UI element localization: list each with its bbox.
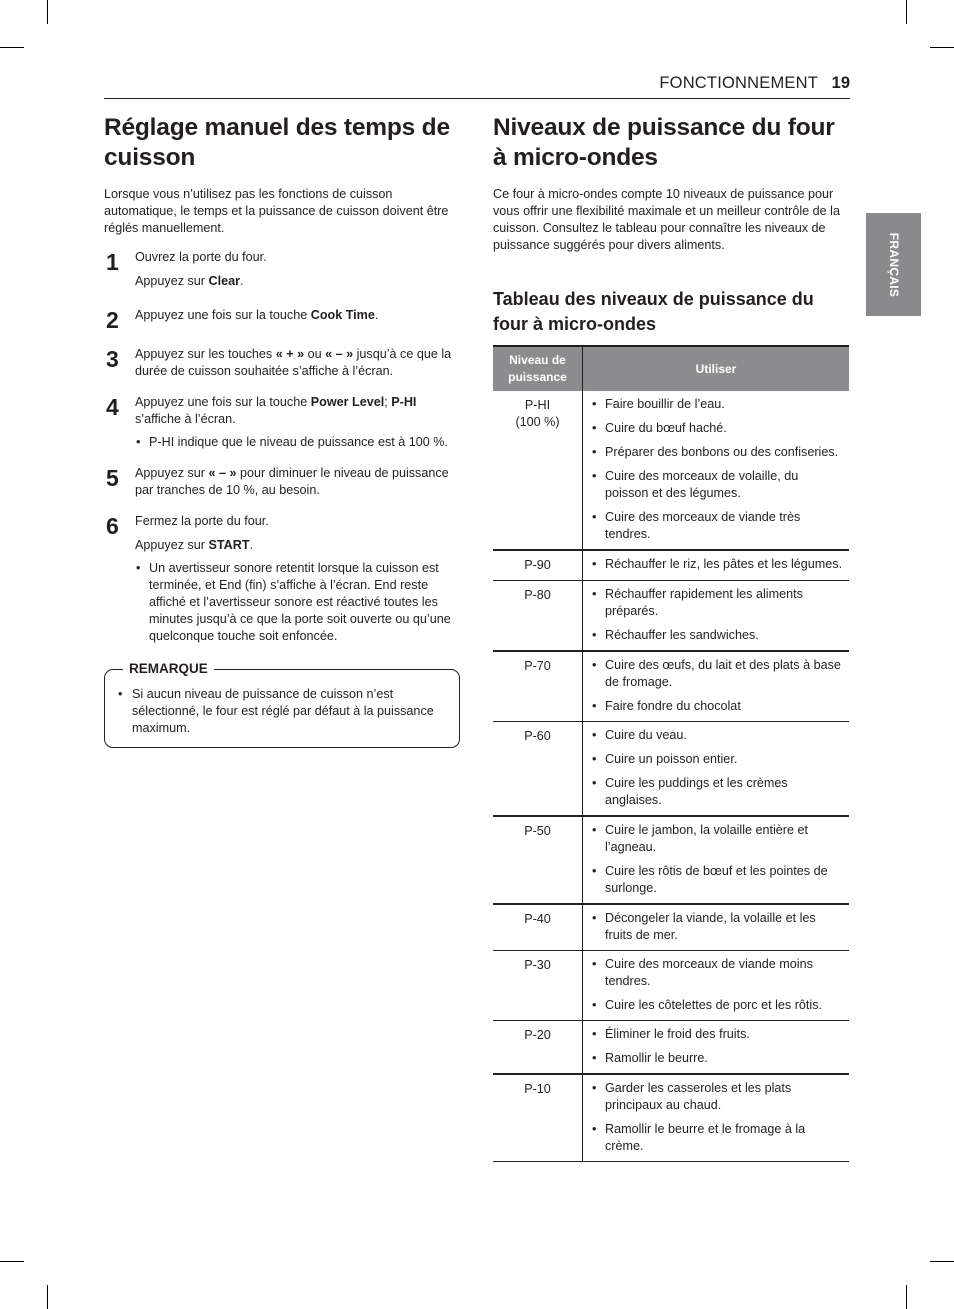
power-level: P-80 [524,588,551,602]
power-level-cell [493,951,583,1021]
power-level: P-30 [524,958,551,972]
section-title: FONCTIONNEMENT [659,74,818,92]
use-item: • Cuire des morceaux de volaille, du poisson et des légumes. [591,468,845,502]
uses-cell [583,1021,850,1075]
step-3 [104,346,460,380]
power-level: P-20 [524,1028,551,1042]
step-bullet: • P-HI indique que le niveau de puissance est à 100 %. [135,434,460,451]
power-level-cell [493,816,583,904]
power-level-table [493,345,849,1162]
crop-mark [906,1285,907,1309]
power-level-cell [493,550,583,581]
uses-cell [583,550,850,581]
power-percent: (100 %) [515,415,560,429]
step-4 [104,394,460,451]
step-5 [104,465,460,499]
power-level: P-40 [524,912,551,926]
step-number: 1 [106,249,119,275]
use-item: • Préparer des bonbons ou des confiseries. [591,444,845,461]
power-level: P-HI [524,398,551,412]
use-item: • Cuire les puddings et les crèmes anglaises. [591,775,845,809]
step-number: 5 [106,465,119,491]
table-row [493,1021,849,1075]
uses-cell [583,722,850,817]
uses-cell [583,904,850,951]
note-box [104,661,460,748]
use-item: • Réchauffer les sandwiches. [591,627,845,644]
power-level-cell [493,1074,583,1162]
step-text: Appuyez sur les touches « + » ou « – » jusqu’à ce que la durée de cuisson souhaitée s’affiche à l’écran. [135,347,452,378]
column-header-use: Utiliser [583,346,850,391]
use-item: • Cuire les rôtis de bœuf et les pointes de surlonge. [591,863,845,897]
use-item: • Ramollir le beurre et le fromage à la crème. [591,1121,845,1155]
step-text: Appuyez une fois sur la touche Power Level; P-HI s’affiche à l’écran. [135,395,417,426]
language-tab [866,213,921,316]
use-item: • Cuire du veau. [591,727,845,744]
step-text: Appuyez une fois sur la touche Cook Time. [135,308,379,322]
table-row [493,904,849,951]
power-level: P-90 [524,558,551,572]
table-row [493,1074,849,1162]
use-item: • Réchauffer le riz, les pâtes et les légumes. [591,556,845,573]
crop-mark [930,1261,954,1262]
power-level-cell [493,722,583,817]
section-heading: Niveaux de puissance du four à micro-ondes [493,114,835,171]
use-item: • Éliminer le froid des fruits. [591,1026,845,1043]
crop-mark [47,0,48,24]
uses-cell [583,581,850,652]
language-tab-label: FRANÇAIS [886,232,901,297]
power-levels-section [493,113,849,1162]
intro-text: Ce four à micro-ondes compte 10 niveaux de puissance pour vous offrir une flexibilité maximale et un meilleur contrôle de la cuisson. Consultez le tableau pour connaître les niveaux de puissance suggérés pour divers aliments. [493,187,840,252]
crop-mark [906,0,907,24]
note-text: • Si aucun niveau de puissance de cuisson n’est sélectionné, le four est réglé par défaut à la puissance maximum. [117,686,447,737]
uses-cell [583,951,850,1021]
use-item: • Cuire un poisson entier. [591,751,845,768]
step-1 [104,249,460,290]
step-number: 4 [106,394,119,420]
power-level: P-60 [524,729,551,743]
crop-mark [930,47,954,48]
power-level-cell [493,391,583,550]
manual-cooking-section [104,113,460,748]
power-level: P-50 [524,824,551,838]
table-row [493,651,849,722]
use-item: • Cuire des morceaux de viande très tendres. [591,509,845,543]
use-item: • Cuire le jambon, la volaille entière et l’agneau. [591,822,845,856]
power-level-cell [493,1021,583,1075]
use-item: • Faire bouillir de l’eau. [591,396,845,413]
uses-cell [583,391,850,550]
uses-cell [583,816,850,904]
power-level-cell [493,581,583,652]
table-row [493,550,849,581]
table-row [493,816,849,904]
step-text: Appuyez sur « – » pour diminuer le niveau de puissance par tranches de 10 %, au besoin. [135,466,449,497]
step-number: 2 [106,307,119,333]
crop-mark [47,1285,48,1309]
use-item: • Décongeler la viande, la volaille et les fruits de mer. [591,910,845,944]
step-6 [104,513,460,645]
use-item: • Cuire les côtelettes de porc et les rôtis. [591,997,845,1014]
step-bullet: • Un avertisseur sonore retentit lorsque la cuisson est terminée, et End (fin) s’affiche à l’écran. End reste affiché et l’avertisseur sonore est réactivé toutes les minutes jusqu’à ce que la porte soit ouverte ou qu’une quelconque touche soit enfoncée. [135,560,460,645]
table-row [493,951,849,1021]
uses-cell [583,1074,850,1162]
power-level-cell [493,651,583,722]
power-level: P-70 [524,659,551,673]
use-item: • Garder les casseroles et les plats principaux au chaud. [591,1080,845,1114]
crop-mark [0,1261,24,1262]
step-number: 3 [106,346,119,372]
table-row [493,581,849,652]
step-text: Ouvrez la porte du four. [135,250,267,264]
step-number: 6 [106,513,119,539]
power-level-cell [493,904,583,951]
use-item: • Cuire du bœuf haché. [591,420,845,437]
table-heading: Tableau des niveaux de puissance du four à micro-ondes [493,289,814,334]
intro-text: Lorsque vous n’utilisez pas les fonctions de cuisson automatique, le temps et la puissance de cuisson doivent être réglés manuellement. [104,187,449,235]
page-number: 19 [831,74,850,92]
page-header [104,72,850,99]
use-item: • Faire fondre du chocolat [591,698,845,715]
power-level: P-10 [524,1082,551,1096]
uses-cell [583,651,850,722]
use-item: • Réchauffer rapidement les aliments préparés. [591,586,845,620]
step-text: Appuyez sur START. [135,538,254,552]
note-title: REMARQUE [123,661,214,676]
use-item: • Cuire des œufs, du lait et des plats à base de fromage. [591,657,845,691]
crop-mark [0,47,24,48]
section-heading: Réglage manuel des temps de cuisson [104,114,450,171]
step-text: Fermez la porte du four. [135,514,269,528]
step-2 [104,307,460,333]
table-row [493,391,849,550]
step-text: Appuyez sur Clear. [135,274,244,288]
use-item: • Ramollir le beurre. [591,1050,845,1067]
table-row [493,722,849,817]
use-item: • Cuire des morceaux de viande moins tendres. [591,956,845,990]
column-header-level: Niveau de puissance [493,346,583,391]
